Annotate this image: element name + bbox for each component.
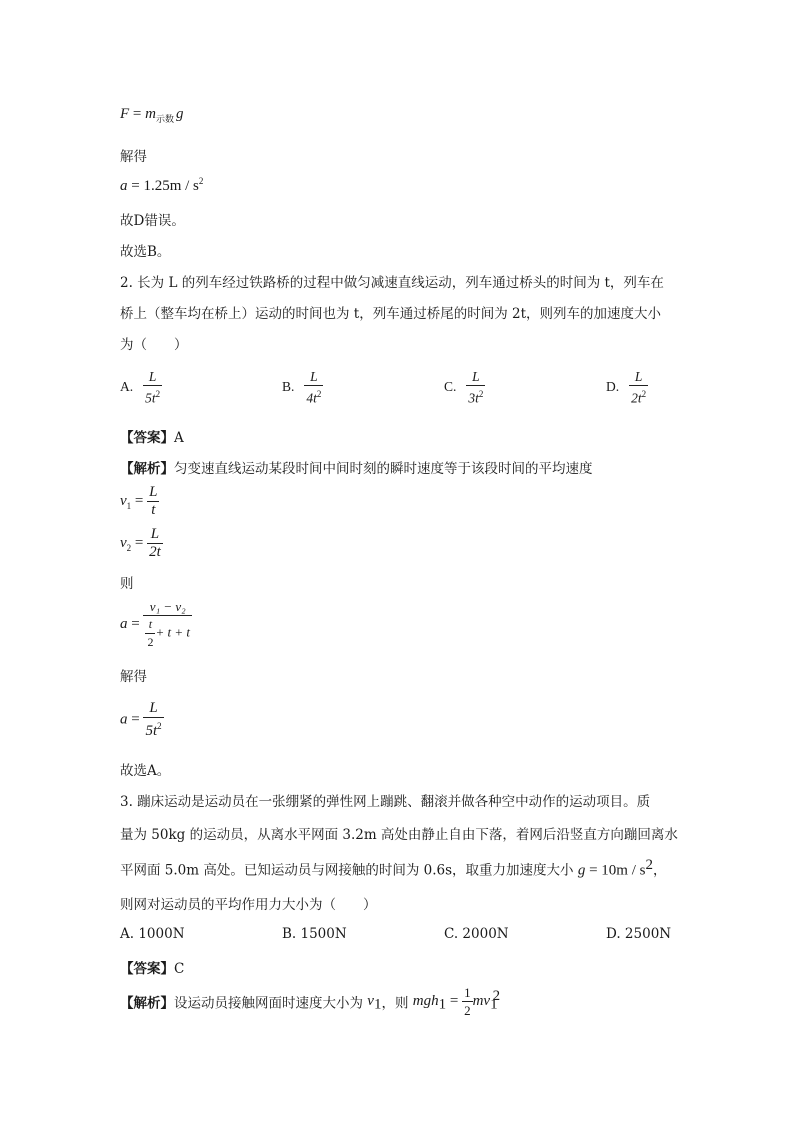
q3-line-3 xyxy=(120,857,666,880)
q3-answer xyxy=(120,957,184,977)
q3-option-c: C. 2000N xyxy=(444,926,509,942)
q2-option-d xyxy=(606,368,648,407)
q3-option-a: A. 1000N xyxy=(120,926,185,942)
inner-fraction xyxy=(145,616,155,651)
q2-line-2: 桥上（整车均在桥上）运动的时间也为 t，列车通过桥尾的时间为 2t，则列车的加速度大小 xyxy=(120,306,662,322)
option-fraction xyxy=(629,368,648,407)
q3-option-b: B. 1500N xyxy=(282,926,347,942)
text-ze: 则 xyxy=(120,576,134,592)
fraction-numerator: L xyxy=(143,700,163,718)
exponent: 2 xyxy=(155,389,161,399)
equals-sign: = xyxy=(127,616,144,632)
equals-sign: = xyxy=(131,493,148,509)
fraction-numerator: L xyxy=(304,368,323,386)
g-value: = 10m / s xyxy=(585,862,646,879)
fraction-numerator: L xyxy=(629,368,648,386)
var-a: a xyxy=(120,616,128,632)
text-jiede-2: 解得 xyxy=(120,669,147,685)
exponent: 2 xyxy=(492,987,501,1004)
formula-a-value xyxy=(120,176,203,195)
fraction-numerator: L xyxy=(466,368,485,386)
var-v: v xyxy=(120,492,127,509)
text-jiede-1: 解得 xyxy=(120,149,147,165)
subscript: 1 xyxy=(126,500,132,511)
equals-sign: = xyxy=(131,535,148,551)
half-fraction xyxy=(462,984,473,1019)
subscript-reading: 示数 xyxy=(155,114,174,124)
fraction-numerator: 1 xyxy=(464,985,471,1000)
analysis-text: 设运动员接触网面时速度大小为 xyxy=(174,995,368,1012)
var-f: F xyxy=(120,106,130,122)
denominator-rest: + t + t xyxy=(155,624,190,640)
fraction xyxy=(143,598,192,651)
formula-a-expression xyxy=(120,598,192,651)
option-label: D. xyxy=(606,379,620,395)
fraction-denominator: 4t xyxy=(306,390,317,406)
equals-sign: = xyxy=(446,993,463,1009)
option-label: C. xyxy=(444,379,457,395)
exponent: 2 xyxy=(157,721,162,731)
q3-analysis xyxy=(120,984,500,1019)
var-v: v xyxy=(120,534,127,551)
formula-v2 xyxy=(120,526,163,561)
text-d-wrong: 故D错误。 xyxy=(120,213,185,229)
fraction-denominator: 5t xyxy=(145,390,156,406)
punctuation: ， xyxy=(652,862,667,879)
var-a: a xyxy=(120,711,128,728)
equals-sign: = xyxy=(129,106,146,122)
option-fraction xyxy=(304,368,323,407)
equals-sign: = xyxy=(127,178,144,194)
answer-tag: 【答案】 xyxy=(120,430,174,446)
fraction-denominator: t xyxy=(151,502,156,518)
analysis-tag: 【解析】 xyxy=(120,461,174,477)
q2-line-1: 2. 长为 L 的列车经过铁路桥的过程中做匀减速直线运动，列车通过桥头的时间为 t，列车在 xyxy=(120,275,664,291)
var-v: v xyxy=(367,993,374,1009)
option-fraction xyxy=(466,368,485,407)
q2-analysis xyxy=(120,457,593,477)
fraction-denominator: 2 xyxy=(464,1003,471,1018)
inner-denominator: 2 xyxy=(147,635,154,649)
q2-option-b xyxy=(282,368,323,407)
q2-option-a xyxy=(120,368,162,407)
analysis-tag: 【解析】 xyxy=(120,995,174,1012)
var-m: m xyxy=(145,106,156,122)
q2-line-3: 为（ ） xyxy=(120,337,188,353)
fraction xyxy=(143,700,163,740)
value: 1.25m / s xyxy=(143,178,199,194)
fraction-numerator: L xyxy=(149,484,158,500)
inner-numerator: t xyxy=(145,616,155,634)
fraction-numerator: L xyxy=(143,368,162,386)
fraction-denominator: 2t xyxy=(631,390,642,406)
q2-answer xyxy=(120,426,184,446)
formula-v1 xyxy=(120,484,159,519)
subscript: 1 xyxy=(490,996,498,1013)
var-g: g xyxy=(176,106,184,122)
equals-sign: = xyxy=(127,711,144,728)
fraction xyxy=(147,484,159,519)
q2-option-c xyxy=(444,368,485,407)
q3-line-2: 量为 50kg 的运动员，从离水平网面 3.2m 高处由静止自由下落，着网后沿竖直方向蹦回离水 xyxy=(120,827,678,843)
formula-a-result xyxy=(120,700,164,740)
q3-option-d: D. 2500N xyxy=(606,926,672,942)
answer-tag: 【答案】 xyxy=(120,961,174,977)
eq-rhs: mv xyxy=(472,993,491,1009)
q3-line-1: 3. 蹦床运动是运动员在一张绷紧的弹性网上蹦跳、翻滚并做各种空中动作的运动项目。质 xyxy=(120,794,651,810)
exponent: 2 xyxy=(641,389,647,399)
text-choose-a: 故选A。 xyxy=(120,763,171,779)
eq-lhs: mgh xyxy=(412,993,439,1009)
exponent: 2 xyxy=(198,176,204,186)
fraction-denominator: 3t xyxy=(468,390,479,406)
fraction-numerator: v₁ − v₂ xyxy=(143,598,192,616)
subscript: 2 xyxy=(126,542,132,553)
fraction-denominator: 2t xyxy=(149,544,161,560)
subscript: 1 xyxy=(438,996,447,1013)
exponent: 2 xyxy=(478,389,484,399)
exponent: 2 xyxy=(316,389,322,399)
answer-value: A xyxy=(174,430,184,446)
option-fraction xyxy=(143,368,162,407)
text-part: 平网面 5.0m 高处。已知运动员与网接触的时间为 0.6s，取重力加速度大小 xyxy=(120,862,578,879)
q3-line-4: 则网对运动员的平均作用力大小为（ ） xyxy=(120,897,377,913)
var-g: g xyxy=(577,862,586,879)
exponent: 2 xyxy=(645,857,653,873)
formula-f-equals-mg xyxy=(120,106,184,125)
analysis-text: 匀变速直线运动某段时间中间时刻的瞬时速度等于该段时间的平均速度 xyxy=(174,461,593,477)
var-a: a xyxy=(120,178,128,194)
fraction-denominator: 5t xyxy=(145,723,158,739)
fraction xyxy=(147,526,163,561)
analysis-text-2: ，则 xyxy=(381,995,413,1012)
option-label: B. xyxy=(282,379,295,395)
answer-value: C xyxy=(174,961,185,977)
text-choose-b: 故选B。 xyxy=(120,244,171,260)
option-label: A. xyxy=(120,379,134,395)
fraction-numerator: L xyxy=(147,526,163,544)
subscript: 1 xyxy=(373,996,382,1013)
